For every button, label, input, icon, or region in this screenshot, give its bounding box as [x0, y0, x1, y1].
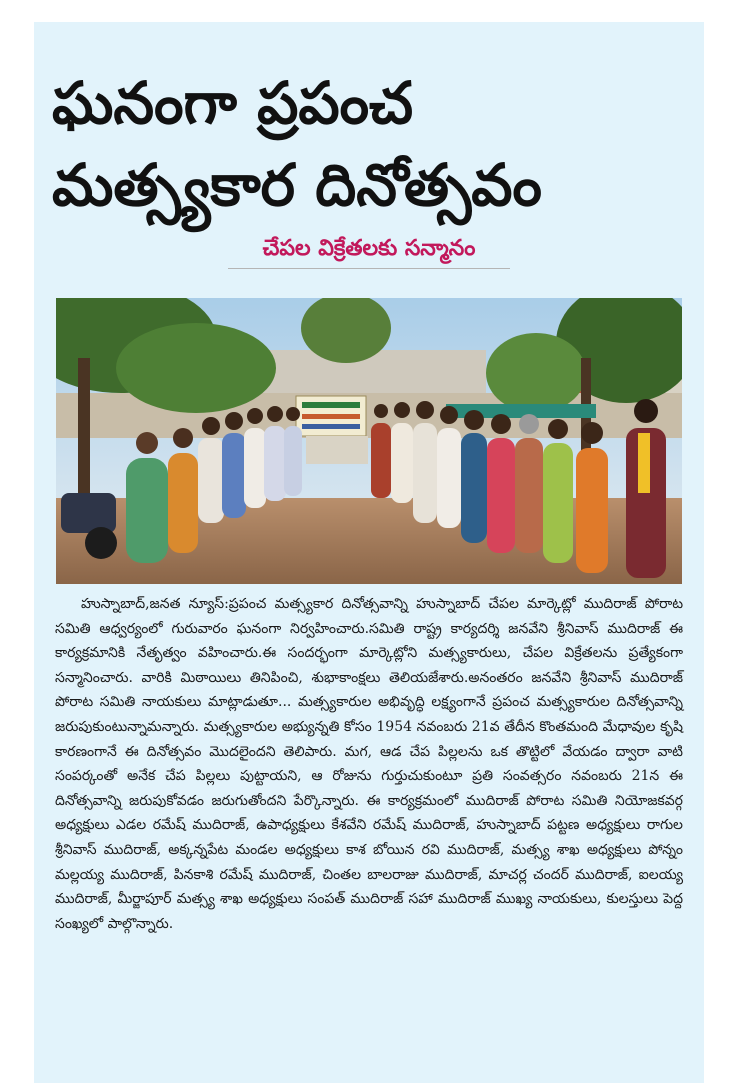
headline-line-1: ఘనంగా ప్రపంచ	[52, 69, 414, 137]
headline-line-2: మత్స్యకార దినోత్సవం	[52, 151, 542, 219]
article-body: హుస్నాబాద్,జనత న్యూస్:ప్రపంచ మత్స్యకార దినోత్సవాన్ని హుస్నాబాద్ చేపల మార్కెట్లో ముదిరాజ్ పోరాట సమితి ఆధ్వర్యంలో గురువారం ఘనంగా నిర్వహించారు.సమితి రాష్ట్ర కార్యదర్శి జనవేని శ్రీనివాస్ ముదిరాజ్ ఈ కార్యక్రమానికి నేతృత్వం వహించారు.ఈ సందర్భంగా మార్కెట్లోని మత్స్యకారులు, చేపల విక్రేతలను ప్రత్యేకంగా సన్మానించారు. వారికి మిఠాయిలు తినిపించి, శుభాకాంక్షలు తెలియజేశారు.అనంతరం జనవేని శ్రీనివాస్ ముదిరాజ్ పోరాట సమితి నాయకులు మాట్లాడుతూ... మత్స్యకారుల అభివృద్ధి లక్ష్యంగానే ప్రపంచ మత్స్యకారుల దినోత్సవాన్ని జరుపుకుంటున్నామన్నారు. మత్స్యకారుల అభ్యున్నతి కోసం 1954 నవంబరు 21వ తేదీన కొంతమంది మేధావుల కృషి కారణంగానే ఈ దినోత్సవం మొదలైందని తెలిపారు. మగ, ఆడ చేప పిల్లలను ఒక తొట్టిలో వేయడం ద్వారా వాటి సంపర్కంతో అనేక చేప పిల్లలు పుట్టాయని, ఆ రోజును గుర్తుచుకుంటూ ప్రతి సంవత్సరం నవంబరు 21న ఈ దినోత్సవాన్ని జరుపుకోవడం జరుగుతోందని పేర్కొన్నారు. ఈ కార్యక్రమంలో ముదిరాజ్ పోరాట సమితి నియోజకవర్గ అధ్యక్షులు ఎడల రమేష్ ముదిరాజ్, ఉపాధ్యక్షులు కేశవేని రమేష్ ముదిరాజ్, హుస్నాబాద్ పట్టణ అధ్యక్షులు రాగుల శ్రీనివాస్ ముదిరాజ్, అక్కన్నపేట మండల అధ్యక్షులు కాశ బోయిన రవి ముదిరాజ్, మత్స్య శాఖ అధ్యక్షులు పోన్నం మల్లయ్య ముదిరాజ్, పినకాశి రమేష్ ముదిరాజ్, చింతల బాలరాజు ముదిరాజ్, మాచర్ల చందర్ ముదిరాజ్, ఐలయ్య ముదిరాజ్, మీర్జాపూర్ మత్స్య శాఖ అధ్యక్షులు సంపత్ ముదిరాజ్ సహా ముదిరాజ్ ముఖ్య నాయకులు, కులస్తులు పెద్ద సంఖ్యలో పాల్గొన్నారు.	[55, 596, 683, 932]
subheadline: చేపల విక్రేతలకు సన్మానం	[228, 232, 510, 269]
headline	[52, 62, 692, 226]
news-photo-illustration	[56, 298, 682, 584]
news-photo	[56, 298, 682, 584]
